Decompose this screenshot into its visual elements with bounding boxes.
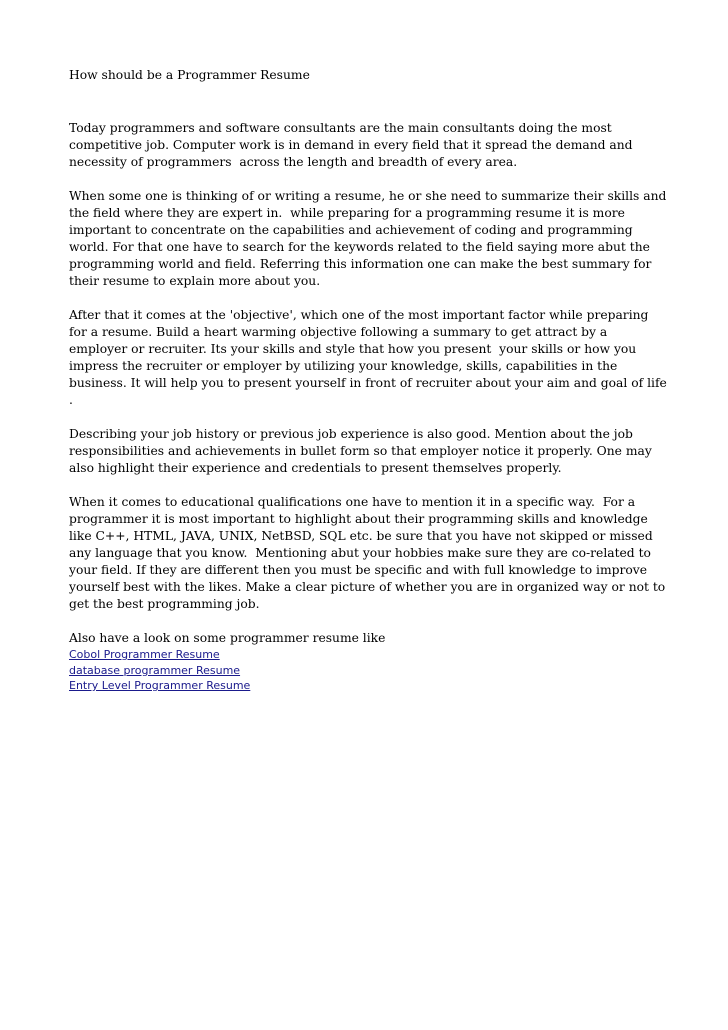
database-programmer-resume-link[interactable]: database programmer Resume	[69, 663, 241, 677]
related-link-item	[69, 678, 669, 694]
document-page	[69, 67, 669, 694]
links-intro-text: Also have a look on some programmer resume like	[69, 631, 386, 645]
paragraph-job-history: Describing your job history or previous job experience is also good. Mention about the job responsibilities and achievements in bullet form so that employer notice it properly. One may also highlight their experience and credentials to present themselves properly.	[69, 427, 656, 475]
related-link-item	[69, 663, 669, 679]
cobol-programmer-resume-link[interactable]: Cobol Programmer Resume	[69, 648, 220, 661]
paragraph-intro: Today programmers and software consultants are the main consultants doing the most competitive job. Computer work is in demand in every field that it spread the demand and necessity of programmers across the length and breadth of every area.	[69, 121, 637, 169]
entry-level-programmer-resume-link[interactable]: Entry Level Programmer Resume	[69, 679, 251, 692]
paragraph-summary: When some one is thinking of or writing a resume, he or she need to summarize their skills and the field where they are expert in. while preparing for a programming resume it is more important to concentrate on the capabilities and achievement of coding and programming world. For that one have to search for the keywords related to the field saying more abut the programming world and field. Referring this information one can make the best summary for their resume to explain more about you.	[69, 189, 671, 288]
related-links-list	[69, 647, 669, 694]
document-title: How should be a Programmer Resume	[69, 68, 310, 82]
paragraph-education: When it comes to educational qualifications one have to mention it in a specific way. For a programmer it is most important to highlight about their programming skills and knowledge like C++, HTML, JAVA, UNIX, NetBSD, SQL etc. be sure that you have not skipped or missed any language that you know. Mentioning abut your hobbies make sure they are co-related to your field. If they are different then you must be specific and with full knowledge to improve yourself best with the likes. Make a clear picture of whether you are in organized way or not to get the best programming job.	[69, 495, 670, 611]
related-link-item	[69, 647, 669, 663]
paragraph-objective: After that it comes at the 'objective', which one of the most important factor while preparing for a resume. Build a heart warming objective following a summary to get attract by a employer or recruiter. Its your skills and style that how you present your skills or how you impress the recruiter or employer by utilizing your knowledge, skills, capabilities in the business. It will help you to present yourself in front of recruiter about your aim and goal of life .	[69, 308, 671, 407]
